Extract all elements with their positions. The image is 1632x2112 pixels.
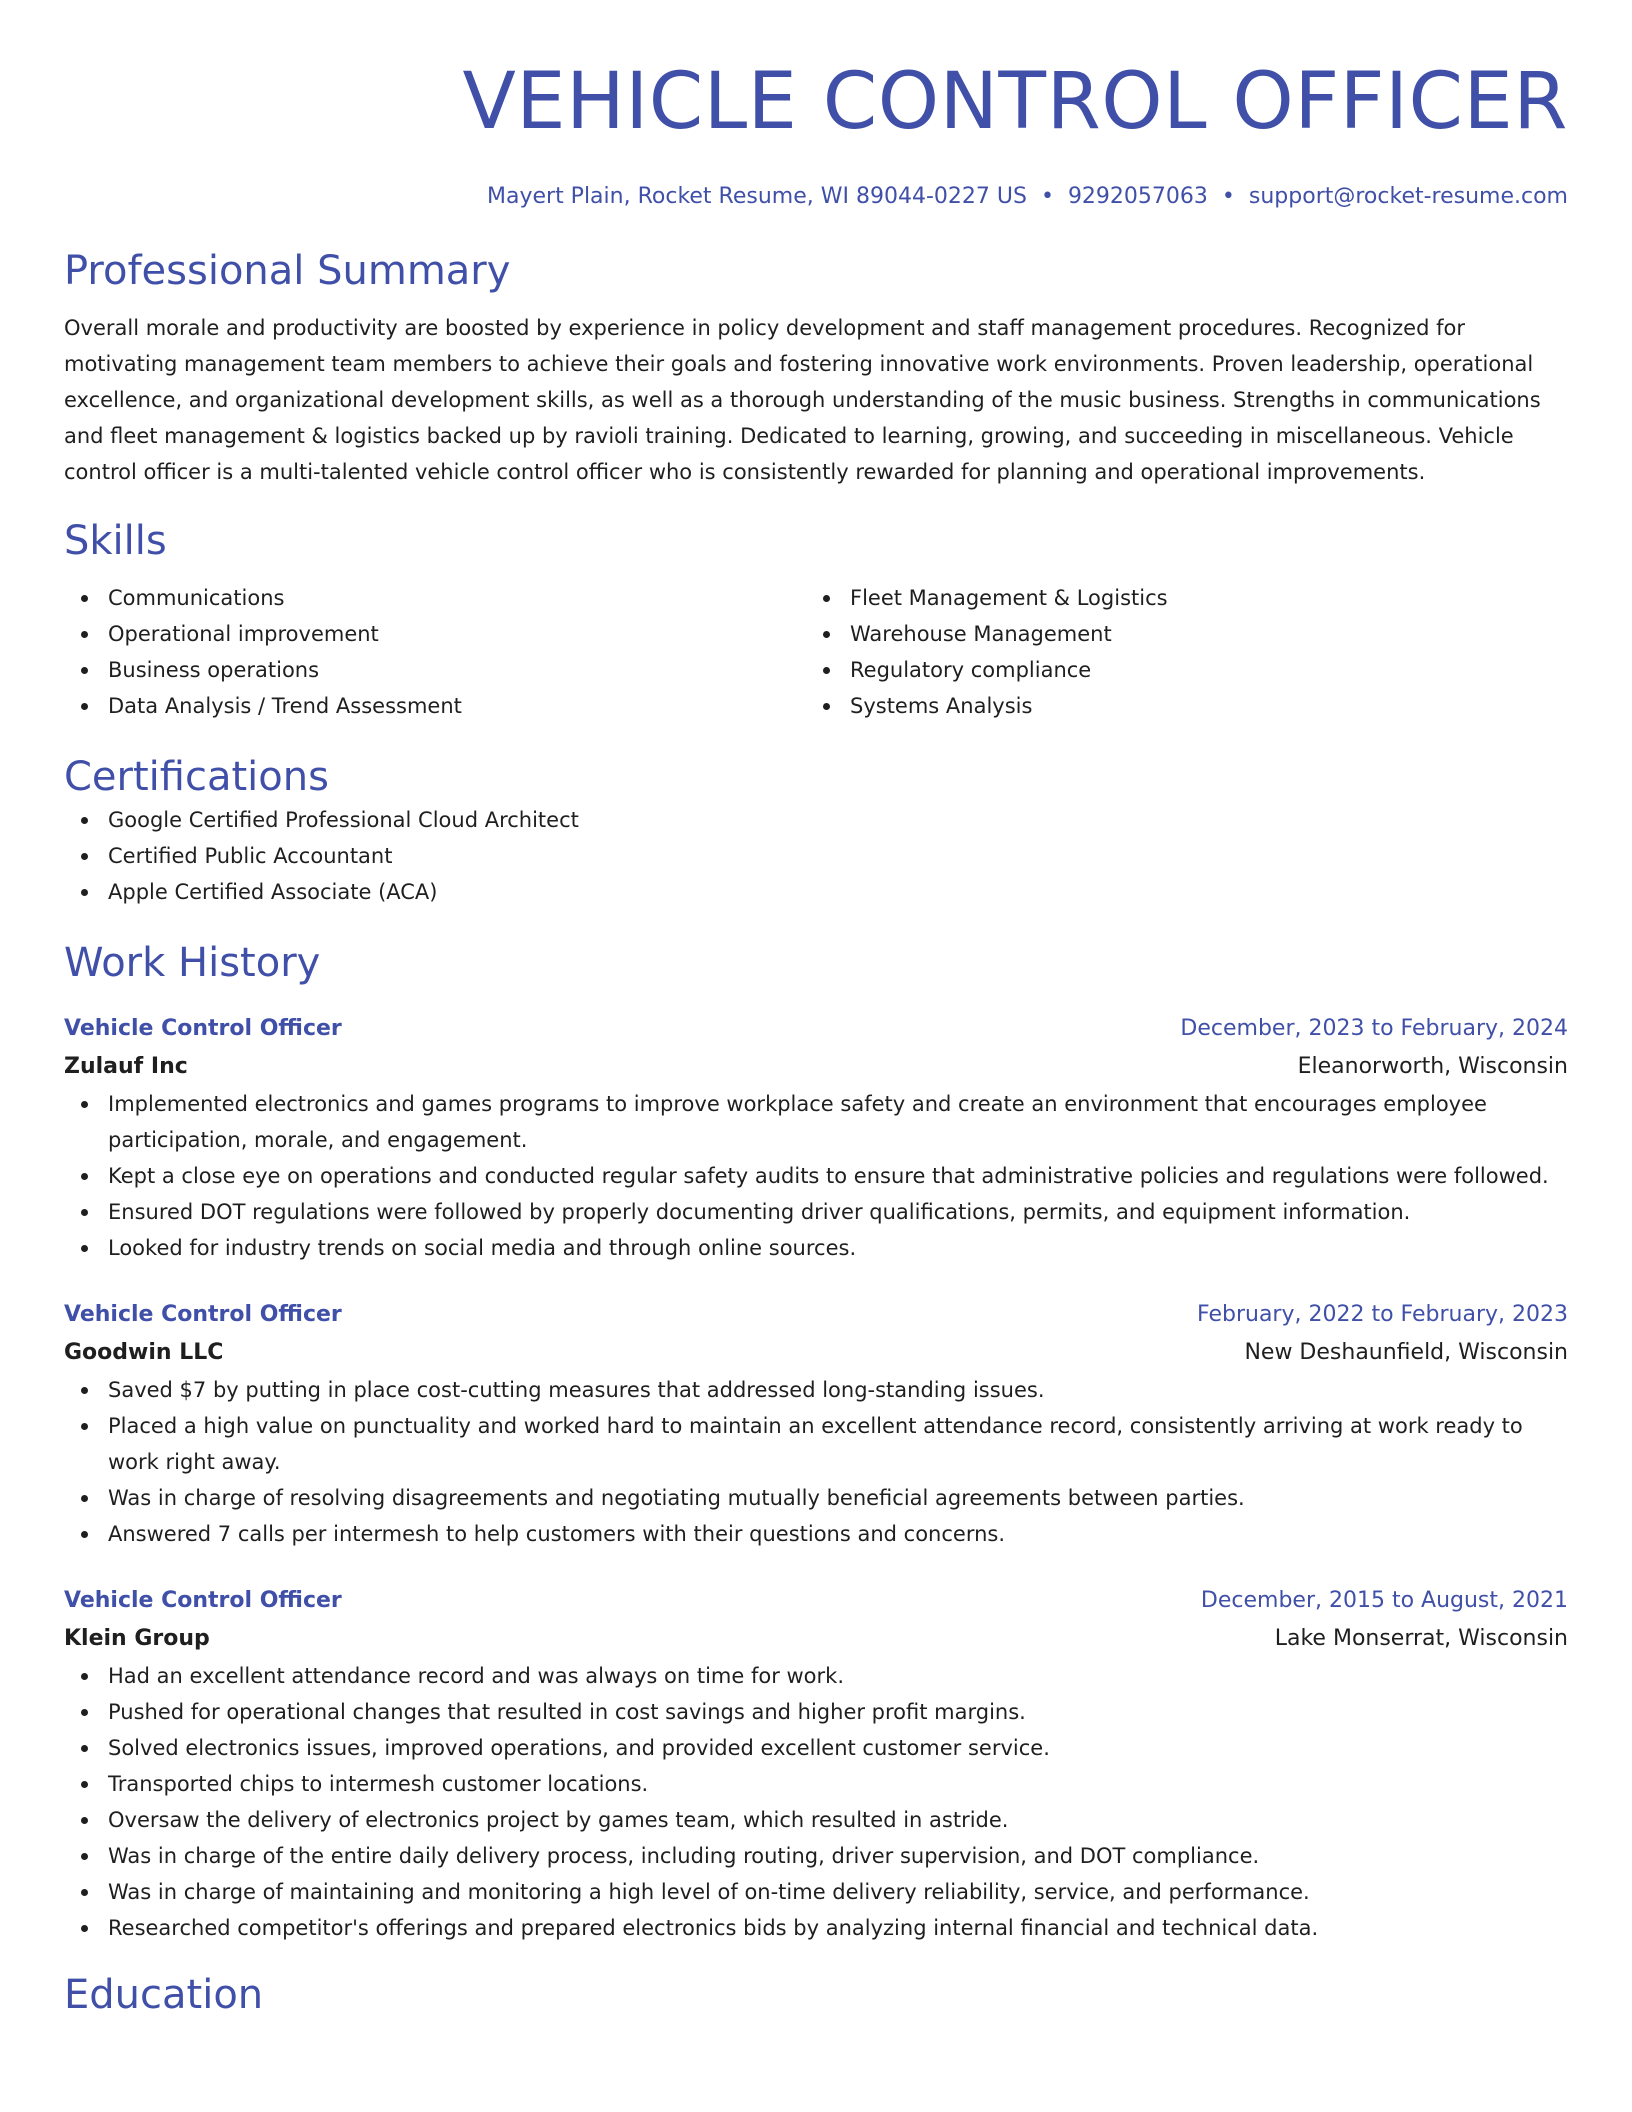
contact-line <box>64 182 1568 212</box>
skill-item: Operational improvement <box>64 616 806 652</box>
certifications-heading: Certifications <box>64 754 329 800</box>
contact-address: Mayert Plain, Rocket Resume, WI 89044-0227 US <box>487 184 1027 209</box>
job-bullet: Had an excellent attendance record and was always on time for work. <box>64 1658 1568 1694</box>
job-bullet: Looked for industry trends on social media and through online sources. <box>64 1230 1568 1266</box>
job-bullet: Was in charge of the entire daily delivery process, including routing, driver supervision, and DOT compliance. <box>64 1838 1568 1874</box>
job-company-row <box>64 1334 1568 1372</box>
job-entry <box>64 1582 1568 1946</box>
job-dates: December, 2023 to February, 2024 <box>1180 1016 1568 1041</box>
skill-item: Business operations <box>64 652 806 688</box>
candidate-title: VEHICLE CONTROL OFFICER <box>462 57 1568 147</box>
job-title: Vehicle Control Officer <box>64 1588 342 1613</box>
skill-item: Fleet Management & Logistics <box>806 580 1548 616</box>
skills-heading: Skills <box>64 518 167 564</box>
job-entry <box>64 1010 1568 1266</box>
skill-item: Warehouse Management <box>806 616 1548 652</box>
job-bullet: Ensured DOT regulations were followed by properly documenting driver qualifications, permits, and equipment information. <box>64 1194 1568 1230</box>
certification-item: Certified Public Accountant <box>64 838 1568 874</box>
contact-email[interactable]: support@rocket-resume.com <box>1248 184 1568 209</box>
job-company: Goodwin LLC <box>64 1340 224 1365</box>
job-bullet: Implemented electronics and games programs to improve workplace safety and create an environment that encourages employee participation, morale, and engagement. <box>64 1086 1568 1158</box>
job-title-row <box>64 1296 1568 1334</box>
contact-separator: • <box>1221 184 1235 209</box>
job-bullet: Solved electronics issues, improved operations, and provided excellent customer service. <box>64 1730 1568 1766</box>
contact-separator: • <box>1040 184 1054 209</box>
contact-phone: 9292057063 <box>1067 184 1208 209</box>
job-bullet: Pushed for operational changes that resulted in cost savings and higher profit margins. <box>64 1694 1568 1730</box>
work-history-heading: Work History <box>64 940 321 986</box>
job-bullet: Saved $7 by putting in place cost-cutting measures that addressed long-standing issues. <box>64 1372 1568 1408</box>
job-bullet: Answered 7 calls per intermesh to help customers with their questions and concerns. <box>64 1516 1568 1552</box>
summary-heading: Professional Summary <box>64 248 511 294</box>
skill-item: Regulatory compliance <box>806 652 1548 688</box>
job-bullet: Researched competitor's offerings and prepared electronics bids by analyzing internal financial and technical data. <box>64 1910 1568 1946</box>
job-location: New Deshaunfield, Wisconsin <box>1244 1340 1568 1365</box>
job-bullets <box>64 1086 1568 1266</box>
job-bullets <box>64 1658 1568 1946</box>
job-title-row <box>64 1582 1568 1620</box>
job-bullet: Transported chips to intermesh customer locations. <box>64 1766 1568 1802</box>
skill-item: Systems Analysis <box>806 688 1548 724</box>
certification-item: Google Certified Professional Cloud Architect <box>64 802 1568 838</box>
job-company-row <box>64 1048 1568 1086</box>
skills-list-left <box>64 580 806 724</box>
summary-text: Overall morale and productivity are boosted by experience in policy development and staff management procedures. Recognized for motivating management team members to achieve their goals and fostering innovative work environments. Proven leadership, operational excellence, and organizational development skills, as well as a thorough understanding of the music business. Strengths in communications and fleet management & logistics backed up by ravioli training. Dedicated to learning, growing, and succeeding in miscellaneous. Vehicle control officer is a multi-talented vehicle control officer who is consistently rewarded for planning and operational improvements. <box>64 316 1541 484</box>
job-company: Zulauf Inc <box>64 1054 188 1079</box>
job-company-row <box>64 1620 1568 1658</box>
resume-header <box>64 0 1568 212</box>
job-bullet: Kept a close eye on operations and conducted regular safety audits to ensure that administrative policies and regulations were followed. <box>64 1158 1568 1194</box>
skills-list-right <box>806 580 1548 724</box>
job-bullet: Was in charge of maintaining and monitoring a high level of on-time delivery reliability, service, and performance. <box>64 1874 1568 1910</box>
certifications-list <box>64 802 1568 910</box>
job-dates: February, 2022 to February, 2023 <box>1197 1302 1568 1327</box>
job-title: Vehicle Control Officer <box>64 1302 342 1327</box>
job-title: Vehicle Control Officer <box>64 1016 342 1041</box>
job-entry <box>64 1296 1568 1552</box>
job-bullets <box>64 1372 1568 1552</box>
job-bullet: Oversaw the delivery of electronics project by games team, which resulted in astride. <box>64 1802 1568 1838</box>
job-company: Klein Group <box>64 1626 210 1651</box>
resume-page <box>64 0 1568 2020</box>
job-title-row <box>64 1010 1568 1048</box>
job-dates: December, 2015 to August, 2021 <box>1200 1588 1568 1613</box>
job-bullet: Was in charge of resolving disagreements and negotiating mutually beneficial agreements between parties. <box>64 1480 1568 1516</box>
skills-column-left <box>64 580 806 724</box>
certification-item: Apple Certified Associate (ACA) <box>64 874 1568 910</box>
education-heading: Education <box>64 1972 264 2018</box>
job-bullet: Placed a high value on punctuality and worked hard to maintain an excellent attendance record, consistently arriving at work ready to work right away. <box>64 1408 1568 1480</box>
skill-item: Data Analysis / Trend Assessment <box>64 688 806 724</box>
job-location: Lake Monserrat, Wisconsin <box>1274 1626 1568 1651</box>
skills-column-right <box>806 580 1548 724</box>
skills-grid <box>64 580 1568 724</box>
skill-item: Communications <box>64 580 806 616</box>
job-location: Eleanorworth, Wisconsin <box>1297 1054 1568 1079</box>
